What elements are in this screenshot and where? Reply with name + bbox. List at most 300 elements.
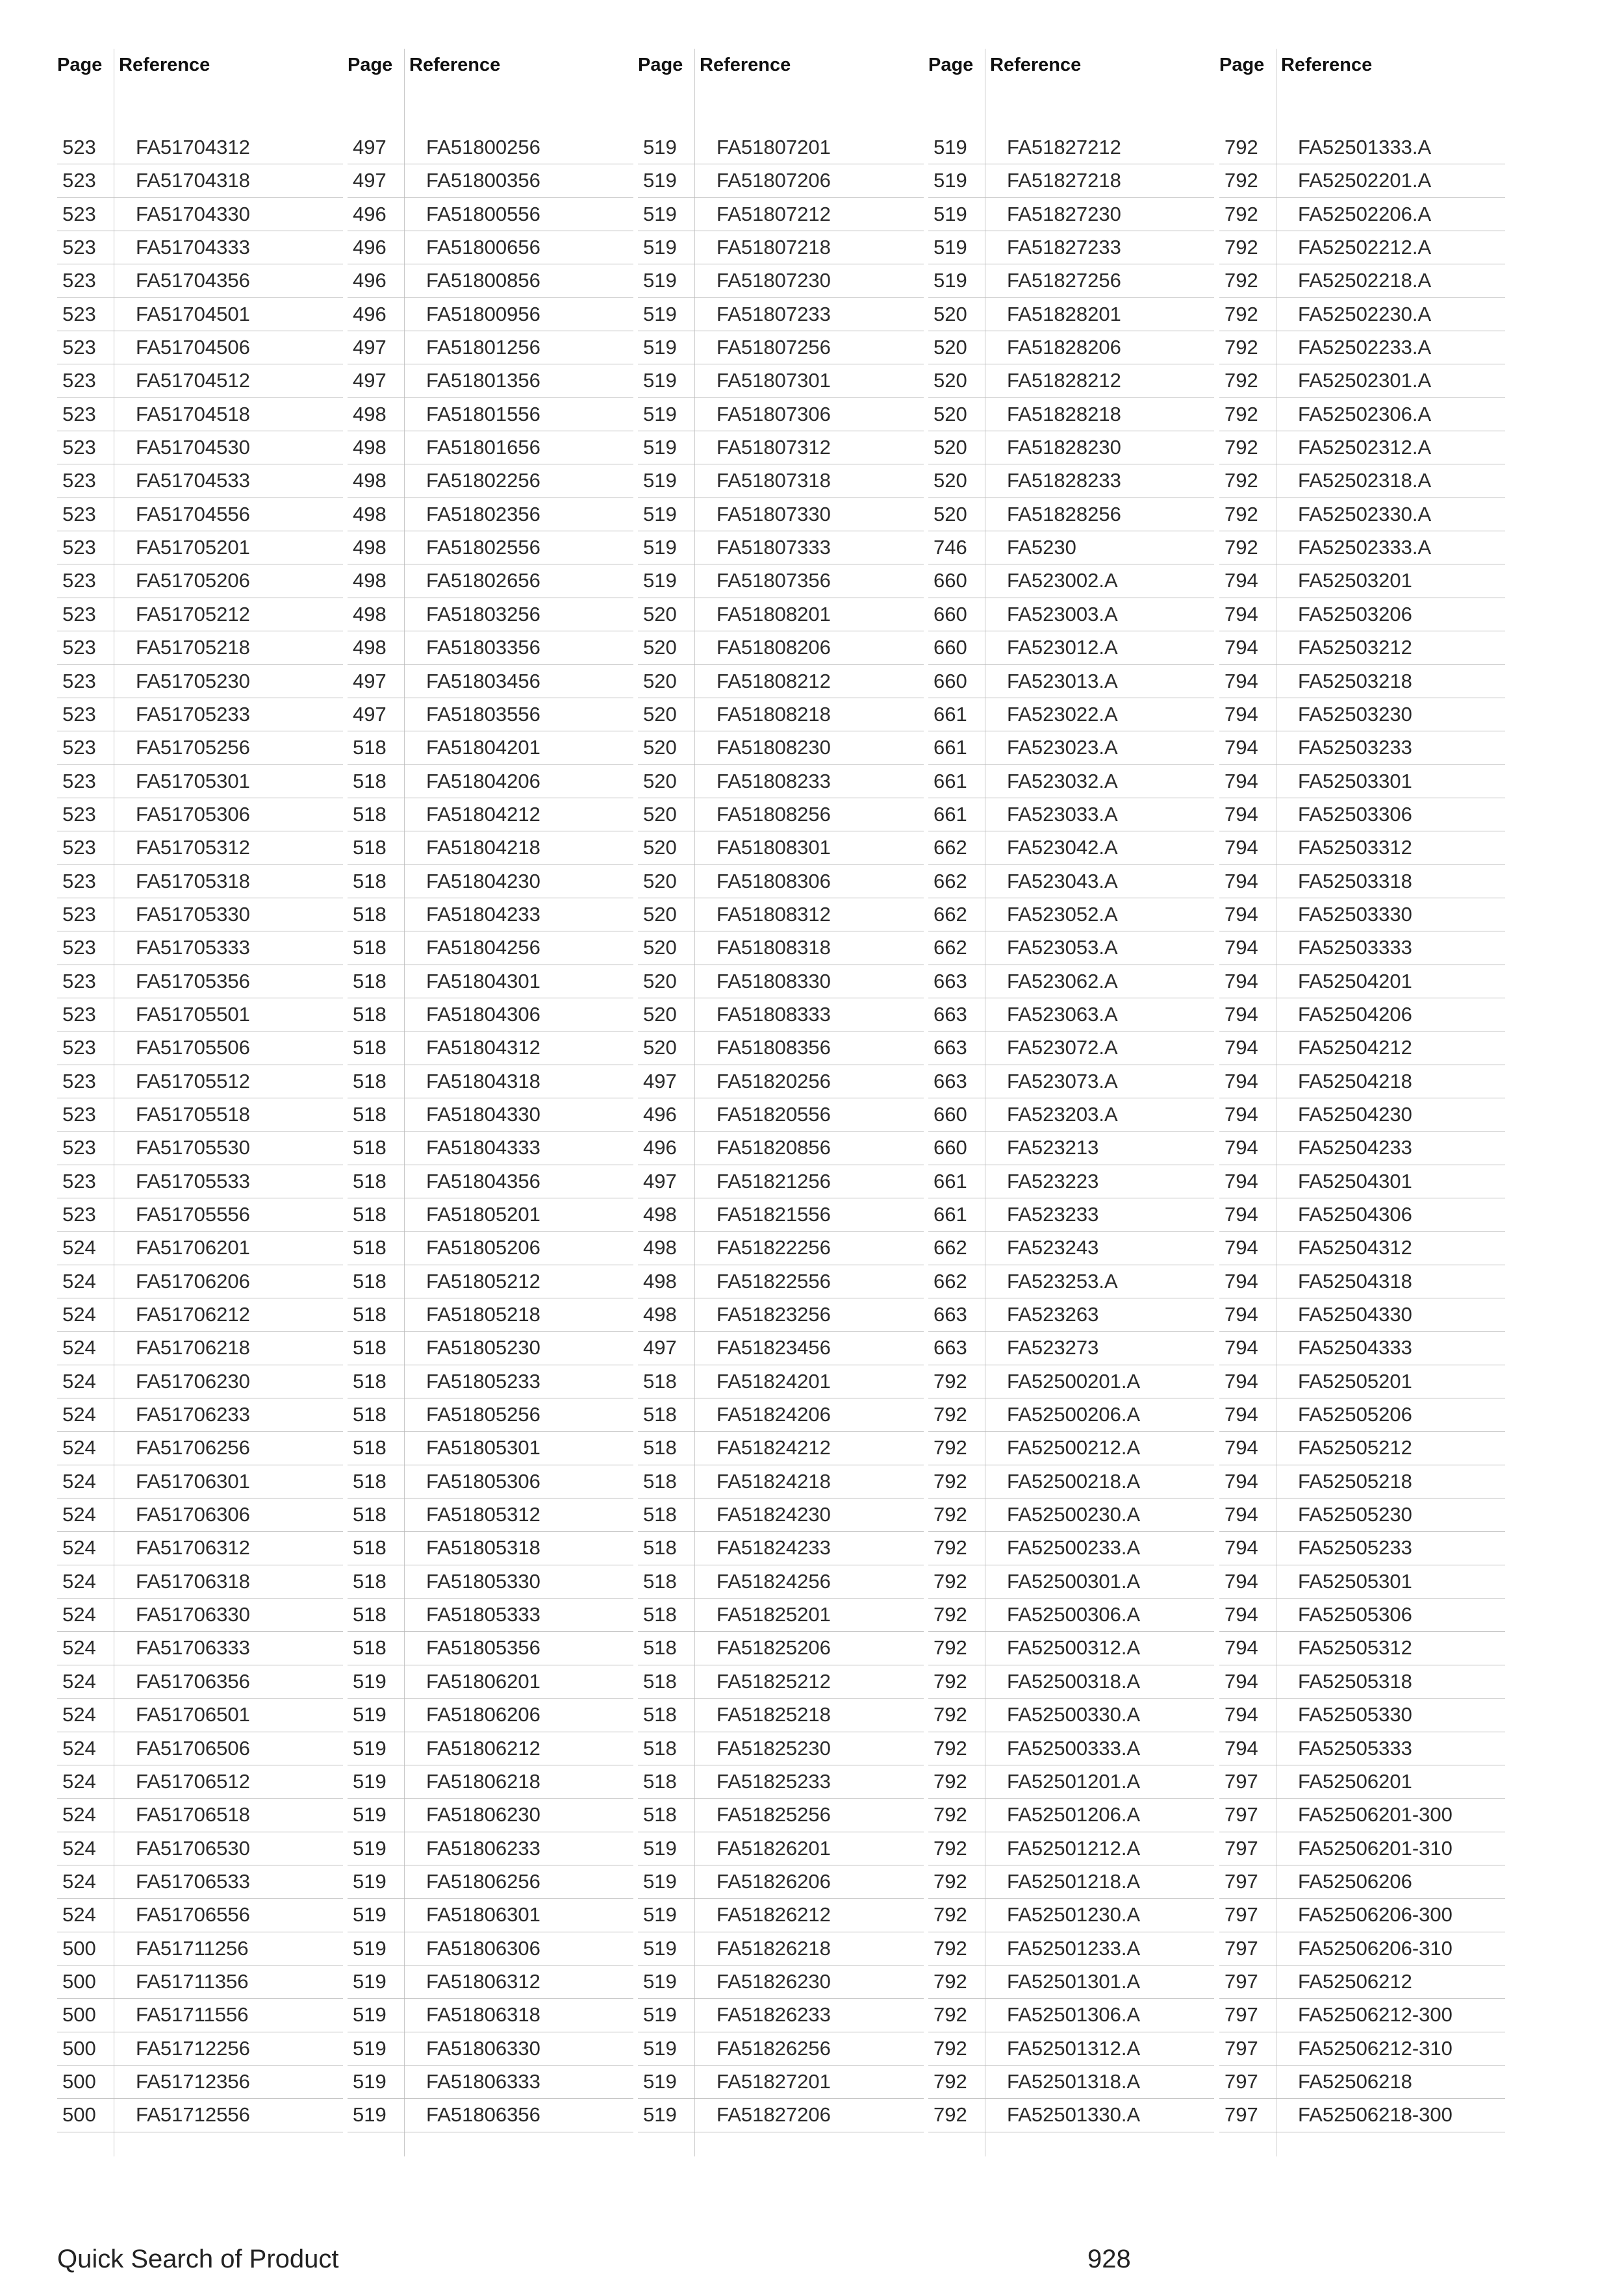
page-number-cell: 794 <box>1224 1069 1258 1093</box>
table-row <box>928 1265 1214 1298</box>
page-number-cell: 794 <box>1224 802 1258 826</box>
reference-cell: FA52506201-300 <box>1298 1803 1453 1826</box>
table-row <box>928 264 1214 297</box>
table-row <box>638 665 924 698</box>
table-row <box>928 364 1214 398</box>
page-number-cell: 519 <box>353 2103 387 2127</box>
page-number-cell: 523 <box>62 602 96 625</box>
page-number-cell: 792 <box>1224 536 1258 559</box>
page-number-cell: 497 <box>353 169 387 192</box>
page-number-cell: 519 <box>933 236 967 259</box>
reference-cell: FA523063.A <box>1007 1002 1118 1026</box>
page-number-cell: 498 <box>643 1303 677 1326</box>
reference-cell: FA52504218 <box>1298 1069 1412 1093</box>
table-row <box>928 298 1214 331</box>
page-number-cell: 794 <box>1224 1303 1258 1326</box>
page-number-cell: 523 <box>62 169 96 192</box>
table-row <box>928 1365 1214 1398</box>
table-row <box>348 1398 633 1432</box>
reference-cell: FA51800956 <box>426 302 540 325</box>
reference-cell: FA51705530 <box>136 1136 250 1159</box>
table-row <box>348 1365 633 1398</box>
page-number-cell: 519 <box>643 536 677 559</box>
reference-cell: FA51705333 <box>136 936 250 959</box>
reference-cell: FA51804201 <box>426 736 540 759</box>
reference-cell: FA52500330.A <box>1007 1703 1141 1726</box>
table-row <box>57 598 343 631</box>
reference-cell: FA51808330 <box>717 969 831 992</box>
reference-cell: FA51806333 <box>426 2069 540 2093</box>
table-row <box>638 1332 924 1365</box>
page-number-cell: 523 <box>62 436 96 459</box>
page-number-cell: 792 <box>933 1603 967 1626</box>
page-number-cell: 794 <box>1224 1403 1258 1426</box>
reference-cell: FA52501218.A <box>1007 1869 1141 1893</box>
row-list <box>348 131 633 2132</box>
table-row <box>348 1232 633 1265</box>
reference-cell: FA51805318 <box>426 1536 540 1560</box>
page-number-cell: 792 <box>933 1936 967 1960</box>
page-number-cell: 792 <box>933 1869 967 1893</box>
reference-cell: FA51706512 <box>136 1769 250 1793</box>
reference-cell: FA51828233 <box>1007 469 1121 492</box>
reference-cell: FA51802656 <box>426 569 540 592</box>
page-number-cell: 523 <box>62 269 96 292</box>
reference-cell: FA51808301 <box>717 836 831 859</box>
page-number-cell: 792 <box>933 1369 967 1393</box>
page-number-cell: 519 <box>643 169 677 192</box>
reference-cell: FA52500206.A <box>1007 1403 1141 1426</box>
reference-cell: FA51827201 <box>717 2069 831 2093</box>
reference-cell: FA52500230.A <box>1007 1503 1141 1526</box>
reference-cell: FA52502230.A <box>1298 302 1432 325</box>
page-number-cell: 520 <box>933 502 967 525</box>
page-number-cell: 497 <box>353 369 387 392</box>
page-number-cell: 519 <box>643 302 677 325</box>
table-row <box>1219 798 1505 831</box>
page-number-cell: 523 <box>62 702 96 726</box>
page-number-cell: 518 <box>353 1636 387 1660</box>
table-row <box>1219 1065 1505 1098</box>
reference-cell: FA51828201 <box>1007 302 1121 325</box>
table-row <box>928 198 1214 231</box>
table-row <box>638 831 924 865</box>
page-number-cell: 794 <box>1224 1203 1258 1226</box>
reference-cell: FA51706518 <box>136 1803 250 1826</box>
page-number-cell: 797 <box>1224 1869 1258 1893</box>
table-row <box>348 1498 633 1532</box>
page-number-cell: 518 <box>353 936 387 959</box>
table-row <box>1219 298 1505 331</box>
reference-cell: FA51807312 <box>717 436 831 459</box>
reference-cell: FA51806206 <box>426 1703 540 1726</box>
reference-cell: FA51804333 <box>426 1136 540 1159</box>
table-row <box>928 1098 1214 1131</box>
table-row <box>638 264 924 297</box>
reference-cell: FA51822556 <box>717 1269 831 1293</box>
page-number-cell: 524 <box>62 1469 96 1493</box>
page-number-cell: 519 <box>353 1903 387 1927</box>
reference-cell: FA51800856 <box>426 269 540 292</box>
page-number-cell: 518 <box>353 1069 387 1093</box>
page-number-cell: 520 <box>643 636 677 659</box>
page-number-cell: 523 <box>62 636 96 659</box>
page-number-cell: 520 <box>933 402 967 425</box>
table-row <box>57 564 343 598</box>
page-number-cell: 661 <box>933 702 967 726</box>
reference-cell: FA52502206.A <box>1298 202 1432 225</box>
table-row <box>928 1799 1214 1832</box>
table-row <box>1219 331 1505 364</box>
table-row <box>1219 731 1505 764</box>
table-row <box>348 1632 633 1665</box>
reference-cell: FA51705518 <box>136 1102 250 1126</box>
column-header-page: Page <box>638 55 683 75</box>
reference-cell: FA51807206 <box>717 169 831 192</box>
page-number-cell: 792 <box>933 1403 967 1426</box>
table-row <box>57 1198 343 1232</box>
reference-cell: FA52505201 <box>1298 1369 1412 1393</box>
page-number-cell: 663 <box>933 969 967 992</box>
reference-cell: FA51805306 <box>426 1469 540 1493</box>
page-number-cell: 794 <box>1224 969 1258 992</box>
table-row <box>638 1732 924 1765</box>
table-row <box>638 1865 924 1899</box>
reference-cell: FA51807330 <box>717 502 831 525</box>
table-row <box>1219 698 1505 731</box>
reference-cell: FA51800556 <box>426 202 540 225</box>
table-row <box>57 1165 343 1198</box>
table-row <box>638 398 924 431</box>
reference-cell: FA51807306 <box>717 402 831 425</box>
page-number-cell: 794 <box>1224 1002 1258 1026</box>
table-row <box>348 1765 633 1799</box>
table-row <box>57 298 343 331</box>
reference-cell: FA51705212 <box>136 602 250 625</box>
page-number-cell: 518 <box>353 1036 387 1059</box>
table-row <box>1219 1465 1505 1498</box>
page-number-cell: 661 <box>933 736 967 759</box>
table-row <box>638 1565 924 1598</box>
reference-cell: FA51825256 <box>717 1803 831 1826</box>
reference-cell: FA52504333 <box>1298 1336 1412 1359</box>
page-number-cell: 519 <box>643 136 677 158</box>
table-row <box>928 1699 1214 1732</box>
reference-cell: FA51804206 <box>426 769 540 792</box>
page-number-cell: 792 <box>1224 502 1258 525</box>
reference-cell: FA51705512 <box>136 1069 250 1093</box>
page-number-cell: 523 <box>62 836 96 859</box>
table-row <box>348 198 633 231</box>
table-row <box>348 898 633 931</box>
index-column <box>638 0 924 2156</box>
reference-cell: FA51820856 <box>717 1136 831 1159</box>
reference-cell: FA51807201 <box>717 136 831 158</box>
page-number-cell: 519 <box>353 2036 387 2060</box>
table-row <box>348 264 633 297</box>
reference-cell: FA52502312.A <box>1298 436 1432 459</box>
table-row <box>928 1298 1214 1332</box>
table-row <box>348 1565 633 1598</box>
reference-cell: FA523053.A <box>1007 936 1118 959</box>
reference-cell: FA51705230 <box>136 669 250 692</box>
page-number-cell: 663 <box>933 1002 967 1026</box>
table-row <box>638 2099 924 2132</box>
table-row <box>57 1131 343 1165</box>
table-row <box>57 965 343 998</box>
reference-cell: FA52501318.A <box>1007 2069 1141 2093</box>
row-list <box>928 131 1214 2132</box>
reference-cell: FA51804301 <box>426 969 540 992</box>
reference-cell: FA51706212 <box>136 1303 250 1326</box>
page-number-cell: 660 <box>933 569 967 592</box>
table-row <box>348 1332 633 1365</box>
table-row <box>57 1265 343 1298</box>
page-number-cell: 519 <box>643 502 677 525</box>
column-header-page: Page <box>57 55 103 75</box>
reference-cell: FA523002.A <box>1007 569 1118 592</box>
reference-cell: FA51808356 <box>717 1036 831 1059</box>
page-number-cell: 660 <box>933 1136 967 1159</box>
reference-cell: FA51805230 <box>426 1336 540 1359</box>
table-row <box>57 264 343 297</box>
page-number-cell: 524 <box>62 1569 96 1593</box>
page-number-cell: 523 <box>62 1136 96 1159</box>
reference-cell: FA51804233 <box>426 902 540 926</box>
page-number-cell: 661 <box>933 769 967 792</box>
reference-cell: FA51705233 <box>136 702 250 726</box>
table-row <box>928 1932 1214 1965</box>
table-row <box>928 1565 1214 1598</box>
table-row <box>348 1832 633 1865</box>
table-row <box>638 564 924 598</box>
table-row <box>638 931 924 965</box>
page-number-cell: 496 <box>353 236 387 259</box>
reference-cell: FA52504318 <box>1298 1269 1412 1293</box>
page-number-cell: 792 <box>1224 136 1258 158</box>
reference-cell: FA51706533 <box>136 1869 250 1893</box>
reference-cell: FA52502318.A <box>1298 469 1432 492</box>
page-number-cell: 523 <box>62 402 96 425</box>
reference-cell: FA52500212.A <box>1007 1436 1141 1459</box>
table-row <box>928 1031 1214 1065</box>
reference-cell: FA52500218.A <box>1007 1469 1141 1493</box>
table-row <box>928 131 1214 164</box>
reference-cell: FA52502218.A <box>1298 269 1432 292</box>
page-number-cell: 523 <box>62 202 96 225</box>
page-number-cell: 794 <box>1224 1469 1258 1493</box>
reference-cell: FA51706206 <box>136 1269 250 1293</box>
reference-cell: FA523233 <box>1007 1203 1099 1226</box>
reference-cell: FA51706306 <box>136 1503 250 1526</box>
page-number-cell: 792 <box>933 1736 967 1760</box>
table-row <box>57 1799 343 1832</box>
table-row <box>1219 998 1505 1031</box>
reference-cell: FA51704312 <box>136 136 250 158</box>
table-row <box>1219 1632 1505 1665</box>
reference-cell: FA51805218 <box>426 1303 540 1326</box>
page-number-cell: 523 <box>62 802 96 826</box>
reference-cell: FA52501230.A <box>1007 1903 1141 1927</box>
table-row <box>57 164 343 197</box>
reference-cell: FA51706506 <box>136 1736 250 1760</box>
reference-cell: FA51828218 <box>1007 402 1121 425</box>
reference-cell: FA52503212 <box>1298 636 1412 659</box>
reference-cell: FA52500306.A <box>1007 1603 1141 1626</box>
reference-cell: FA51807301 <box>717 369 831 392</box>
page-number-cell: 746 <box>933 536 967 559</box>
table-row <box>348 1865 633 1899</box>
reference-cell: FA51808206 <box>717 636 831 659</box>
table-row <box>638 1265 924 1298</box>
reference-cell: FA523072.A <box>1007 1036 1118 1059</box>
reference-cell: FA51704533 <box>136 469 250 492</box>
table-row <box>57 398 343 431</box>
reference-cell: FA51705306 <box>136 802 250 826</box>
reference-cell: FA5230 <box>1007 536 1076 559</box>
table-row <box>928 2032 1214 2066</box>
table-row <box>57 1498 343 1532</box>
page-number-cell: 519 <box>933 269 967 292</box>
table-row <box>1219 2099 1505 2132</box>
index-column <box>57 0 343 2156</box>
page-number-cell: 518 <box>353 869 387 892</box>
page-number-cell: 518 <box>643 1603 677 1626</box>
reference-cell: FA52502201.A <box>1298 169 1432 192</box>
table-row <box>57 1999 343 2032</box>
table-row <box>928 1398 1214 1432</box>
table-row <box>638 331 924 364</box>
page-number-cell: 496 <box>353 202 387 225</box>
table-row <box>928 231 1214 264</box>
reference-cell: FA52505330 <box>1298 1703 1412 1726</box>
table-row <box>638 1398 924 1432</box>
page-number-cell: 661 <box>933 1169 967 1193</box>
table-row <box>638 2032 924 2066</box>
page-number-cell: 524 <box>62 1736 96 1760</box>
page-number-cell: 518 <box>353 969 387 992</box>
table-row <box>928 898 1214 931</box>
column-header-reference: Reference <box>409 55 501 75</box>
table-row <box>928 831 1214 865</box>
page-number-cell: 794 <box>1224 1136 1258 1159</box>
table-row <box>57 2099 343 2132</box>
reference-cell: FA52500201.A <box>1007 1369 1141 1393</box>
table-row <box>57 998 343 1031</box>
page-number-cell: 519 <box>353 1836 387 1860</box>
page-number-cell: 792 <box>933 1569 967 1593</box>
reference-cell: FA51827206 <box>717 2103 831 2127</box>
table-row <box>928 464 1214 498</box>
reference-cell: FA51805301 <box>426 1436 540 1459</box>
reference-cell: FA52504233 <box>1298 1136 1412 1159</box>
page-number-cell: 662 <box>933 1269 967 1293</box>
reference-cell: FA51824218 <box>717 1469 831 1493</box>
table-row <box>348 1465 633 1498</box>
column-header-page: Page <box>348 55 393 75</box>
reference-cell: FA51808318 <box>717 936 831 959</box>
table-row <box>638 1432 924 1465</box>
page-number-cell: 519 <box>933 202 967 225</box>
page-number-cell: 519 <box>933 169 967 192</box>
reference-cell: FA523073.A <box>1007 1069 1118 1093</box>
table-row <box>1219 231 1505 264</box>
reference-cell: FA51806218 <box>426 1769 540 1793</box>
reference-cell: FA51826218 <box>717 1936 831 1960</box>
table-row <box>928 398 1214 431</box>
table-row <box>1219 1965 1505 1999</box>
reference-cell: FA52505306 <box>1298 1603 1412 1626</box>
table-row <box>1219 398 1505 431</box>
reference-cell: FA52504212 <box>1298 1036 1412 1059</box>
reference-cell: FA51704318 <box>136 169 250 192</box>
page-number-cell: 523 <box>62 469 96 492</box>
page-number-cell: 792 <box>933 1669 967 1693</box>
reference-cell: FA52500312.A <box>1007 1636 1141 1660</box>
reference-cell: FA52505301 <box>1298 1569 1412 1593</box>
table-row <box>57 898 343 931</box>
page-number-cell: 523 <box>62 736 96 759</box>
page-number-cell: 518 <box>353 1603 387 1626</box>
reference-cell: FA52504330 <box>1298 1303 1412 1326</box>
reference-cell: FA51826230 <box>717 1969 831 1993</box>
table-row <box>638 1965 924 1999</box>
table-row <box>1219 1165 1505 1198</box>
reference-cell: FA51827230 <box>1007 202 1121 225</box>
page-number-cell: 498 <box>353 436 387 459</box>
reference-cell: FA51711256 <box>136 1936 249 1960</box>
table-row <box>1219 1365 1505 1398</box>
reference-cell: FA51828230 <box>1007 436 1121 459</box>
reference-cell: FA51706530 <box>136 1836 250 1860</box>
table-row <box>928 765 1214 798</box>
page-number-cell: 792 <box>933 1969 967 1993</box>
table-row <box>57 1432 343 1465</box>
reference-cell: FA52506218-300 <box>1298 2103 1453 2127</box>
table-row <box>57 1732 343 1765</box>
table-row <box>638 1198 924 1232</box>
page-number-cell: 660 <box>933 1102 967 1126</box>
page-number-cell: 523 <box>62 769 96 792</box>
reference-cell: FA51807218 <box>717 236 831 259</box>
table-row <box>1219 264 1505 297</box>
table-row <box>57 1865 343 1899</box>
table-row <box>1219 1765 1505 1799</box>
reference-cell: FA523243 <box>1007 1236 1099 1259</box>
reference-cell: FA51706218 <box>136 1336 250 1359</box>
page-number-cell: 497 <box>353 136 387 158</box>
page-number-cell: 523 <box>62 569 96 592</box>
reference-cell: FA51706301 <box>136 1469 250 1493</box>
reference-cell: FA51825230 <box>717 1736 831 1760</box>
table-row <box>348 1165 633 1198</box>
page-number-cell: 519 <box>643 1903 677 1927</box>
table-row <box>1219 1098 1505 1131</box>
reference-cell: FA52501301.A <box>1007 1969 1141 1993</box>
reference-cell: FA51706333 <box>136 1636 250 1660</box>
table-row <box>1219 1865 1505 1899</box>
page-number-cell: 518 <box>643 1569 677 1593</box>
page-number-cell: 520 <box>643 936 677 959</box>
reference-cell: FA51824230 <box>717 1503 831 1526</box>
table-row <box>1219 1131 1505 1165</box>
reference-cell: FA52501330.A <box>1007 2103 1141 2127</box>
reference-cell: FA51705556 <box>136 1203 250 1226</box>
table-row <box>57 731 343 764</box>
page-number-cell: 662 <box>933 936 967 959</box>
reference-cell: FA51820556 <box>717 1102 831 1126</box>
table-row <box>638 464 924 498</box>
